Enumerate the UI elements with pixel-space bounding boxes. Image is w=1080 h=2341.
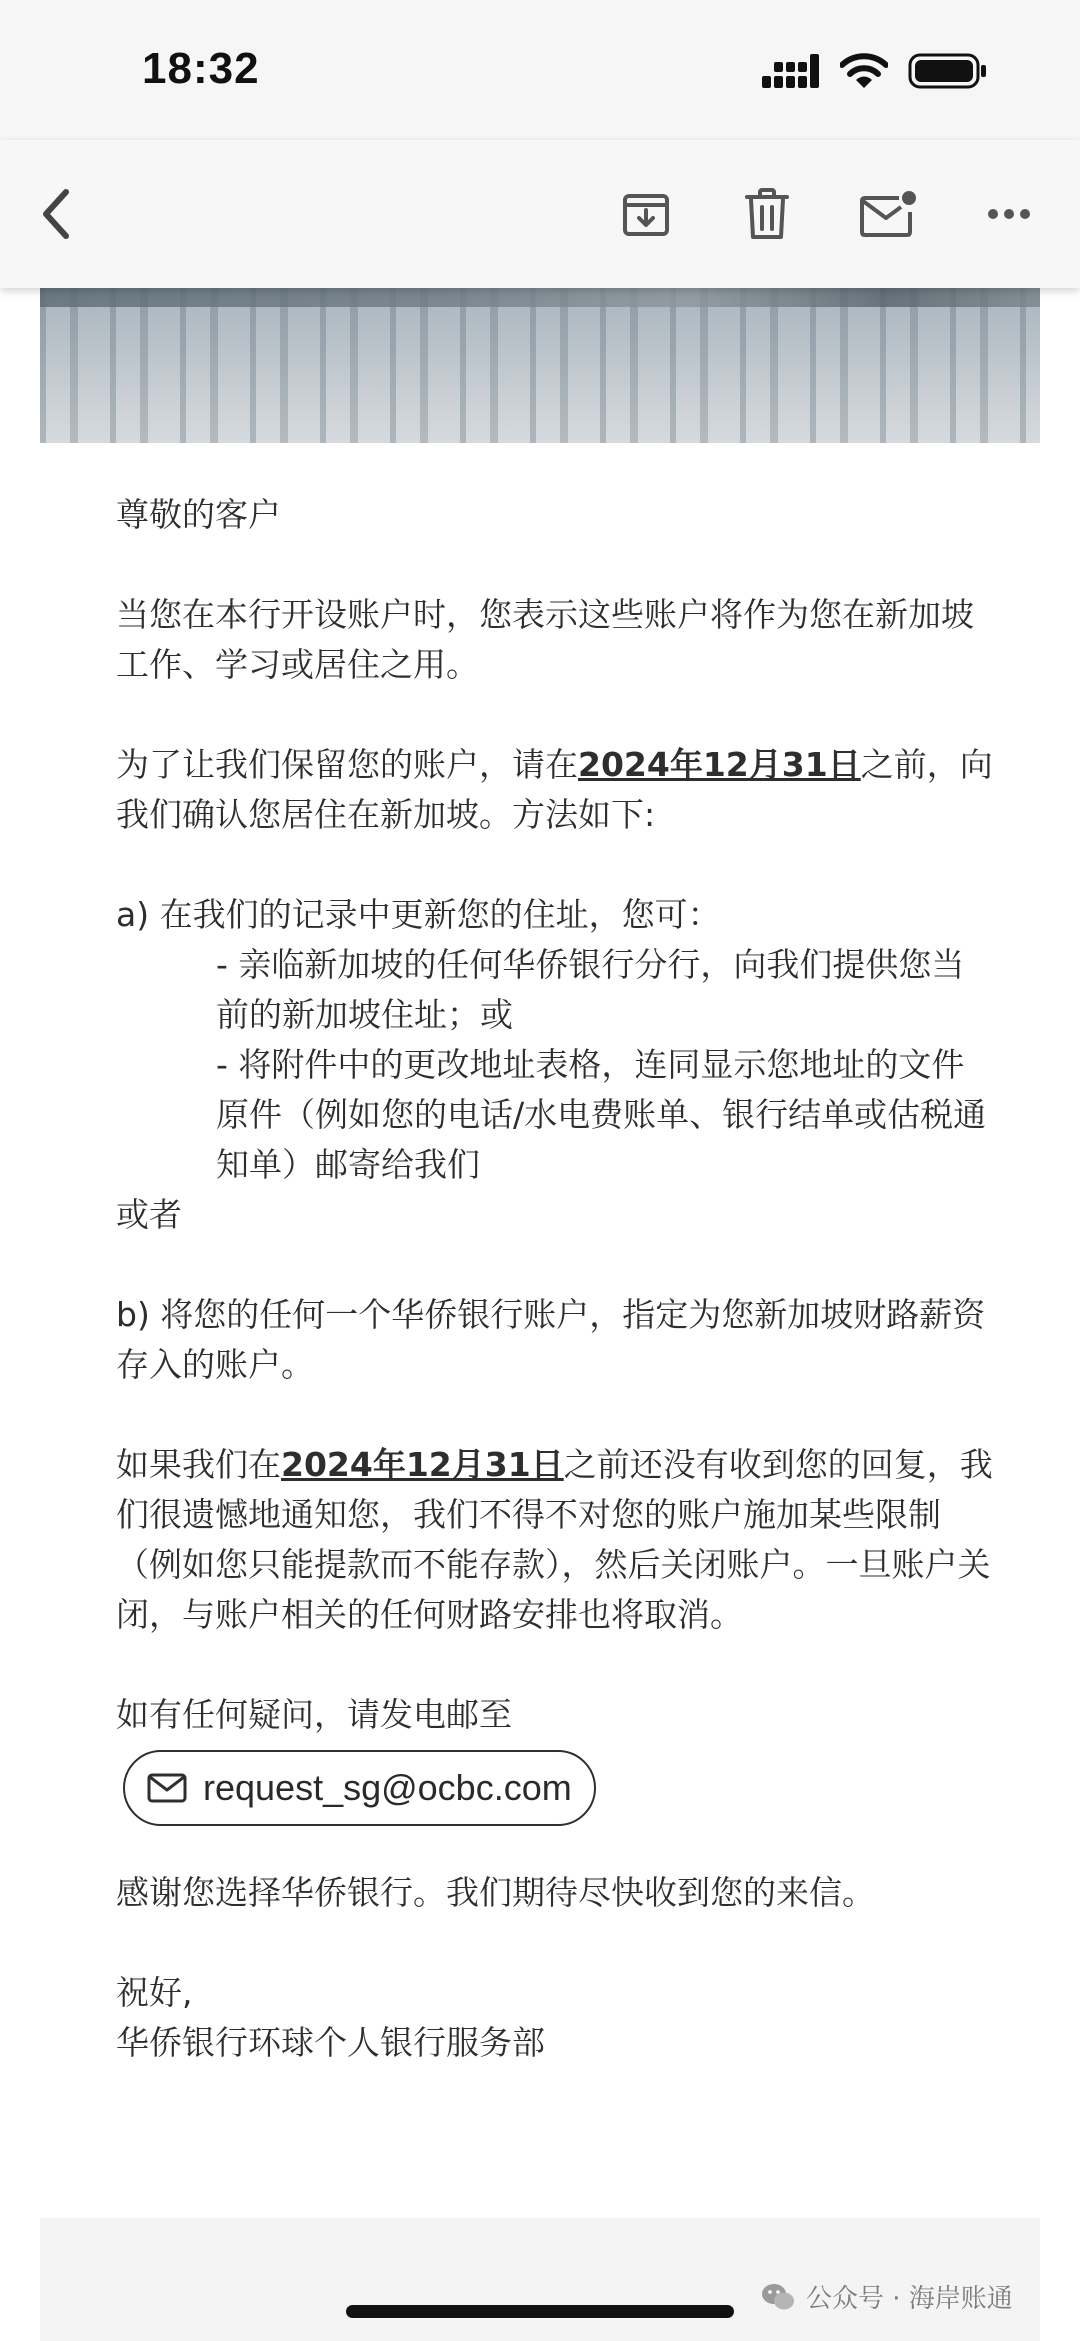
- paragraph-2-pre: 为了让我们保留您的账户，请在: [116, 745, 578, 784]
- paragraph-2-post: 之前，向我们确认您居住在新加坡。方法如下:: [116, 745, 993, 834]
- mail-unread-icon: [859, 190, 917, 238]
- contact-email-chip[interactable]: [123, 1750, 596, 1826]
- email-banner-image: [40, 285, 1040, 443]
- archive-icon: [620, 188, 672, 240]
- paragraph-4-post: 之前还没有收到您的回复，我们很遗憾地通知您，我们不得不对您的账户施加某些限制（例如您只能提款而不能存款），然后关闭账户。一旦账户关闭，与账户相关的任何财路安排也将取消。: [116, 1445, 993, 1634]
- or-text: 或者: [116, 1195, 182, 1234]
- trash-icon: [743, 187, 791, 241]
- option-b: b) 将您的任何一个华侨银行账户，指定为您新加坡财路薪资存入的账户。: [116, 1295, 986, 1384]
- signature-text: 华侨银行环球个人银行服务部: [116, 2023, 545, 2062]
- paragraph-4: [116, 1440, 996, 1640]
- paragraph-4-pre: 如果我们在: [116, 1445, 281, 1484]
- home-indicator: [346, 2305, 734, 2318]
- paragraph-1: 当您在本行开设账户时，您表示这些账户将作为您在新加坡工作、学习或居住之用。: [116, 595, 974, 684]
- thanks-text: 感谢您选择华侨银行。我们期待尽快收到您的来信。: [116, 1873, 875, 1912]
- envelope-icon: [147, 1773, 187, 1803]
- chevron-left-icon: [36, 186, 76, 242]
- status-bar: [0, 0, 1080, 140]
- status-icons: [762, 52, 988, 90]
- wechat-icon: [760, 2282, 796, 2312]
- closing-text: 祝好,: [116, 1973, 193, 2012]
- archive-button[interactable]: [616, 184, 676, 244]
- email-toolbar: [0, 140, 1080, 288]
- mark-unread-button[interactable]: [858, 184, 918, 244]
- delete-button[interactable]: [737, 184, 797, 244]
- watermark: [760, 2278, 1013, 2315]
- back-button[interactable]: [26, 184, 86, 244]
- option-a-item-2: - 将附件中的更改地址表格，连同显示您地址的文件原件（例如您的电话/水电费账单、银行结单或估税通知单）邮寄给我们: [216, 1045, 987, 1184]
- email-body: [116, 490, 996, 2068]
- option-a-item-1: - 亲临新加坡的任何华侨银行分行，向我们提供您当前的新加坡住址；或: [216, 945, 965, 1034]
- option-a-intro: a) 在我们的记录中更新您的住址，您可：: [116, 895, 721, 934]
- contact-prompt: 如有任何疑问，请发电邮至: [116, 1695, 512, 1734]
- greeting: 尊敬的客户: [116, 495, 281, 534]
- battery-icon: [908, 52, 988, 90]
- deadline-date-2: 2024年12月31日: [281, 1445, 564, 1484]
- more-button[interactable]: [979, 184, 1039, 244]
- contact-email-text: request_sg@ocbc.com: [203, 1767, 572, 1808]
- status-time: 18:32: [142, 44, 260, 93]
- more-horizontal-icon: [987, 208, 1031, 220]
- deadline-date: 2024年12月31日: [578, 745, 861, 784]
- paragraph-2: [116, 740, 996, 840]
- watermark-text: 公众号 · 海岸账通: [806, 2284, 1013, 2314]
- wifi-icon: [840, 53, 888, 89]
- cellular-signal-icon: [762, 54, 820, 88]
